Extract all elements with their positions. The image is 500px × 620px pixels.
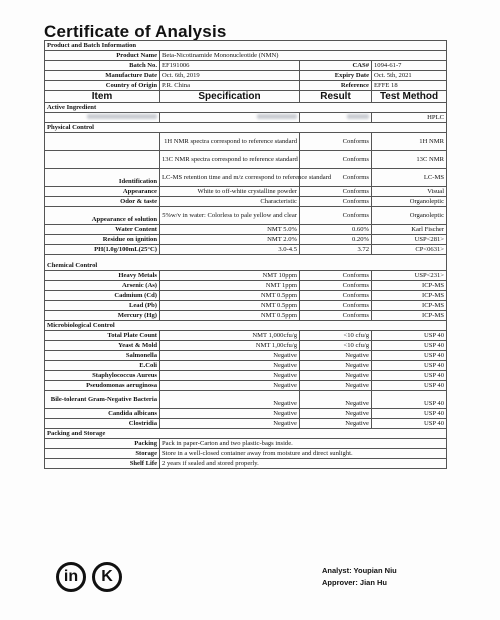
table-row xyxy=(45,245,447,255)
micro-method: USP 40 xyxy=(372,409,447,419)
cas-value: 1094-61-7 xyxy=(372,61,447,71)
physical-result: 0.60% xyxy=(300,225,372,235)
batch-label: Batch No. xyxy=(45,61,160,71)
physical-spec: 1H NMR spectra correspond to reference standard xyxy=(160,133,300,151)
chemical-spec: NMT 0.5ppm xyxy=(160,301,300,311)
chemical-item: Arsenic (As) xyxy=(45,281,160,291)
chemical-method: ICP-MS xyxy=(372,281,447,291)
table-row xyxy=(45,235,447,245)
document-title: Certificate of Analysis xyxy=(44,22,227,41)
physical-result: Conforms xyxy=(300,207,372,225)
physical-method: 13C NMR xyxy=(372,151,447,169)
physical-item xyxy=(45,151,160,169)
physical-spec: NMT 2.0% xyxy=(160,235,300,245)
section-row xyxy=(45,41,447,51)
section-heading-product: Product and Batch Information xyxy=(45,41,447,51)
manufacture-date-label: Manufacture Date xyxy=(45,71,160,81)
table-row xyxy=(45,197,447,207)
physical-result: Conforms xyxy=(300,169,372,187)
table-row xyxy=(45,113,447,123)
micro-item: Staphylococcus Aureus xyxy=(45,371,160,381)
micro-result: Negative xyxy=(300,419,372,429)
physical-item: Water Content xyxy=(45,225,160,235)
physical-method: USP<281> xyxy=(372,235,447,245)
column-header-spec: Specification xyxy=(160,91,300,103)
micro-spec: Negative xyxy=(160,419,300,429)
table-row xyxy=(45,391,447,409)
section-row xyxy=(45,123,447,133)
micro-spec: Negative xyxy=(160,371,300,381)
micro-spec: Negative xyxy=(160,391,300,409)
batch-value: EF191006 xyxy=(160,61,300,71)
micro-spec: Negative xyxy=(160,361,300,371)
logo-text: in xyxy=(63,568,79,585)
table-row xyxy=(45,151,447,169)
chemical-spec: NMT 0.5ppm xyxy=(160,291,300,301)
micro-method: USP 40 xyxy=(372,341,447,351)
physical-method: LC-MS xyxy=(372,169,447,187)
expiry-date-label: Expiry Date xyxy=(300,71,372,81)
chemical-item: Lead (Pb) xyxy=(45,301,160,311)
company-logo-k xyxy=(92,562,122,592)
physical-item: Residue on ignition xyxy=(45,235,160,245)
analysis-table xyxy=(44,40,447,469)
table-row xyxy=(45,371,447,381)
physical-result: 0.20% xyxy=(300,235,372,245)
info-row xyxy=(45,61,447,71)
physical-spec: White to off-white crystalline powder xyxy=(160,187,300,197)
micro-item: Clostridia xyxy=(45,419,160,429)
manufacture-date-value: Oct. 6th, 2019 xyxy=(160,71,300,81)
info-row xyxy=(45,51,447,61)
micro-result: Negative xyxy=(300,381,372,391)
chemical-result: Conforms xyxy=(300,271,372,281)
micro-result: Negative xyxy=(300,351,372,361)
table-row xyxy=(45,133,447,151)
chemical-item: Mercury (Hg) xyxy=(45,311,160,321)
section-heading-packing: Packing and Storage xyxy=(45,429,447,439)
table-row xyxy=(45,341,447,351)
company-logo-in xyxy=(56,562,86,592)
micro-item: Candida albicans xyxy=(45,409,160,419)
table-row xyxy=(45,331,447,341)
section-heading-micro: Microbiological Control xyxy=(45,321,447,331)
packing-value: Pack in paper-Carton and two plastic-bags inside. xyxy=(160,439,447,449)
section-heading-physical: Physical Control xyxy=(45,123,447,133)
physical-spec: Characteristic xyxy=(160,197,300,207)
physical-item: Appearance of solution xyxy=(45,207,160,225)
chemical-item: Heavy Metals xyxy=(45,271,160,281)
micro-result: <10 cfu/g xyxy=(300,341,372,351)
physical-method: Organoleptic xyxy=(372,197,447,207)
table-row xyxy=(45,361,447,371)
section-row xyxy=(45,321,447,331)
section-row xyxy=(45,429,447,439)
chemical-result: Conforms xyxy=(300,281,372,291)
redacted-result xyxy=(300,113,372,123)
chemical-method: ICP-MS xyxy=(372,291,447,301)
info-row xyxy=(45,459,447,469)
micro-result: Negative xyxy=(300,409,372,419)
info-row xyxy=(45,71,447,81)
chemical-result: Conforms xyxy=(300,301,372,311)
table-row xyxy=(45,311,447,321)
info-row xyxy=(45,439,447,449)
analyst-signature: Analyst: Youpian Niu xyxy=(322,566,397,575)
redacted-mark xyxy=(87,114,157,119)
expiry-date-value: Oct. 5th, 2021 xyxy=(372,71,447,81)
info-row xyxy=(45,81,447,91)
physical-spec: 3.0-4.5 xyxy=(160,245,300,255)
approver-signature: Approver: Jian Hu xyxy=(322,578,388,587)
reference-label: Reference xyxy=(300,81,372,91)
chemical-spec: NMT 10ppm xyxy=(160,271,300,281)
product-name-value: Beta-Nicotinamide Mononucleotide (NMN) xyxy=(160,51,447,61)
micro-method: USP 40 xyxy=(372,361,447,371)
physical-item xyxy=(45,133,160,151)
physical-spec: 13C NMR spectra correspond to reference standard xyxy=(160,151,300,169)
physical-result: 3.72 xyxy=(300,245,372,255)
shelf-life-value: 2 years if sealed and stored properly. xyxy=(160,459,447,469)
chemical-spec: NMT 0.5ppm xyxy=(160,311,300,321)
column-header-method: Test Method xyxy=(372,91,447,103)
product-name-label: Product Name xyxy=(45,51,160,61)
micro-item: E.Coli xyxy=(45,361,160,371)
micro-result: Negative xyxy=(300,361,372,371)
physical-spec: NMT 5.0% xyxy=(160,225,300,235)
physical-result: Conforms xyxy=(300,197,372,207)
table-row xyxy=(45,271,447,281)
micro-spec: Negative xyxy=(160,351,300,361)
table-row xyxy=(45,301,447,311)
storage-value: Store in a well-closed container away from moisture and direct sunlight. xyxy=(160,449,447,459)
table-row xyxy=(45,169,447,187)
origin-value: P.R. China xyxy=(160,81,300,91)
column-header-result: Result xyxy=(300,91,372,103)
micro-result: <10 cfu/g xyxy=(300,331,372,341)
table-row xyxy=(45,207,447,225)
micro-method: USP 40 xyxy=(372,381,447,391)
section-heading-chemical: Chemical Control xyxy=(45,255,447,271)
info-row xyxy=(45,449,447,459)
chemical-method: ICP-MS xyxy=(372,301,447,311)
physical-method: Organoleptic xyxy=(372,207,447,225)
redacted-spec xyxy=(160,113,300,123)
physical-spec: 5%w/v in water: Colorless to pale yellow and clear xyxy=(160,207,300,225)
micro-item: Salmonella xyxy=(45,351,160,361)
table-row xyxy=(45,381,447,391)
redacted-mark xyxy=(257,114,297,119)
table-row xyxy=(45,419,447,429)
table-row xyxy=(45,291,447,301)
redacted-item xyxy=(45,113,160,123)
column-header-item: Item xyxy=(45,91,160,103)
micro-method: USP 40 xyxy=(372,331,447,341)
micro-method: USP 40 xyxy=(372,351,447,361)
physical-spec: LC-MS retention time and m/z correspond to reference standard xyxy=(160,169,300,187)
micro-spec: Negative xyxy=(160,409,300,419)
physical-item: PH(1.0g/100mL(25°C) xyxy=(45,245,160,255)
shelf-life-label: Shelf Life xyxy=(45,459,160,469)
origin-label: Country of Origin xyxy=(45,81,160,91)
physical-method: 1H NMR xyxy=(372,133,447,151)
section-row xyxy=(45,255,447,271)
micro-method: USP 40 xyxy=(372,391,447,409)
micro-spec: NMT 1,00cfu/g xyxy=(160,341,300,351)
section-row xyxy=(45,103,447,113)
cas-label: CAS# xyxy=(300,61,372,71)
micro-spec: NMT 1,000cfu/g xyxy=(160,331,300,341)
micro-item: Bile-tolerant Gram-Negative Bacteria xyxy=(45,391,160,409)
logo-text: K xyxy=(101,568,113,585)
redacted-mark xyxy=(347,114,369,119)
active-method: HPLC xyxy=(372,113,447,123)
physical-result: Conforms xyxy=(300,187,372,197)
micro-item: Total Plate Count xyxy=(45,331,160,341)
storage-label: Storage xyxy=(45,449,160,459)
reference-value: EFFE 18 xyxy=(372,81,447,91)
micro-item: Yeast & Mold xyxy=(45,341,160,351)
physical-method: Karl Fischer xyxy=(372,225,447,235)
packing-label: Packing xyxy=(45,439,160,449)
physical-method: Visual xyxy=(372,187,447,197)
chemical-result: Conforms xyxy=(300,311,372,321)
chemical-spec: NMT 1ppm xyxy=(160,281,300,291)
section-heading-active: Active Ingredient xyxy=(45,103,447,113)
table-row xyxy=(45,187,447,197)
chemical-method: USP<231> xyxy=(372,271,447,281)
physical-result: Conforms xyxy=(300,151,372,169)
table-row xyxy=(45,351,447,361)
physical-item: Odor & taste xyxy=(45,197,160,207)
physical-method: CP<0631> xyxy=(372,245,447,255)
chemical-result: Conforms xyxy=(300,291,372,301)
micro-spec: Negative xyxy=(160,381,300,391)
micro-item: Pseudomonas aeruginosa xyxy=(45,381,160,391)
physical-item: Identification xyxy=(45,169,160,187)
chemical-item: Cadmium (Cd) xyxy=(45,291,160,301)
table-row xyxy=(45,409,447,419)
table-row xyxy=(45,281,447,291)
physical-item: Appearance xyxy=(45,187,160,197)
table-row xyxy=(45,225,447,235)
micro-result: Negative xyxy=(300,391,372,409)
micro-result: Negative xyxy=(300,371,372,381)
chemical-method: ICP-MS xyxy=(372,311,447,321)
micro-method: USP 40 xyxy=(372,371,447,381)
physical-result: Conforms xyxy=(300,133,372,151)
column-header-row xyxy=(45,91,447,103)
micro-method: USP 40 xyxy=(372,419,447,429)
